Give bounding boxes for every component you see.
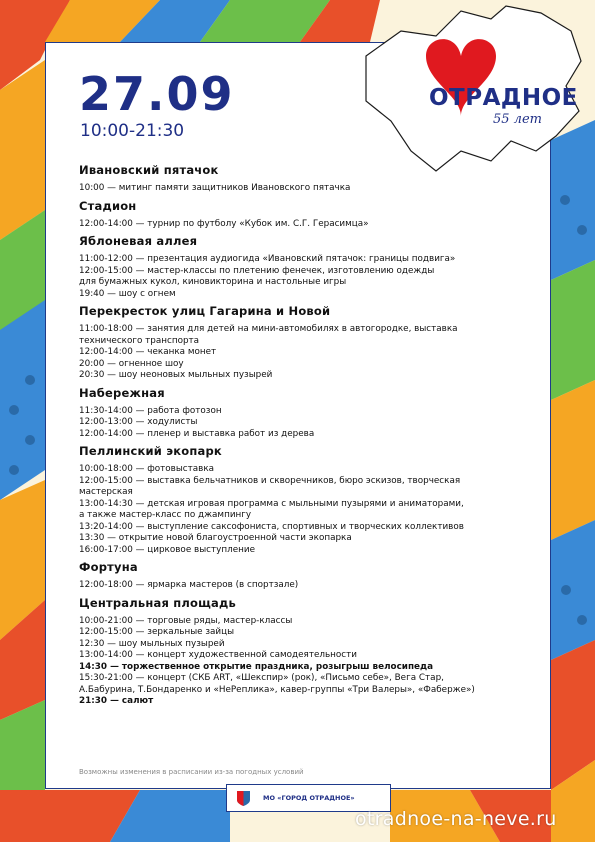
- section-title: Яблоневая аллея: [79, 234, 198, 248]
- schedule-section: [79, 596, 519, 708]
- section-title: Центральная площадь: [79, 595, 236, 610]
- schedule-section: [79, 444, 519, 556]
- schedule-item: 12:00-18:00 — ярмарка мастеров (в спортзале): [79, 580, 299, 590]
- schedule-item: 12:00-14:00 — пленер и выставка работ из дерева: [79, 428, 315, 439]
- schedule-item: 21:30 — салют: [79, 696, 154, 706]
- schedule-item: 13:20-14:00 — выступление саксофониста, спортивных и творческих коллективов: [79, 521, 464, 532]
- schedule-item: 14:30 — торжественное открытие праздника, розыгрыш велосипеда: [79, 661, 434, 672]
- schedule-item: 13:00-14:00 — концерт художественной самодеятельности: [79, 650, 357, 660]
- schedule-item: 13:30 — открытие новой благоустроенной части экопарка: [79, 533, 352, 543]
- schedule-item: 12:00-15:00 — мастер-классы по плетению фенечек, изготовлению одежды: [79, 265, 435, 276]
- section-title: Ивановский пятачок: [79, 163, 219, 177]
- schedule-item: 12:00-15:00 — зеркальные зайцы: [79, 627, 235, 637]
- schedule-card: [45, 42, 578, 789]
- schedule-item: 10:00 — митинг памяти защитников Ивановского пятачка: [79, 183, 351, 193]
- schedule-item: 10:00-18:00 — фотовыставка: [79, 464, 215, 474]
- schedule-item: 11:00-12:00 — презентация аудиогида «Ивановский пятачок: границы подвига»: [79, 254, 456, 264]
- schedule-item: 16:00-17:00 — цирковое выступление: [79, 544, 255, 555]
- weather-note: Возможны изменения в расписании из-за погодных условий: [79, 768, 304, 776]
- schedule-item: А.Бабурина, Т.Бондаренко и «НеРеплика», кавер-группы «Три Валеры», «Фаберже»): [79, 684, 475, 695]
- schedule-item: 15:30-21:00 — концерт (СКБ ART, «Шекспир» (рок), «Письмо себе», Вега Стар,: [79, 673, 444, 683]
- site-watermark: otradnoe-na-neve.ru: [355, 808, 557, 830]
- event-time: 10:00-21:30: [80, 121, 185, 141]
- schedule-item: 10:00-21:00 — торговые ряды, мастер-классы: [79, 615, 293, 626]
- schedule-item: 20:00 — огненное шоу: [79, 358, 184, 369]
- schedule-item: 19:40 — шоу с огнем: [79, 288, 176, 299]
- schedule-item: а также мастер-класс по джампингу: [79, 510, 252, 520]
- schedule-section: [79, 560, 519, 592]
- schedule-list: [79, 163, 519, 712]
- schedule-item: 12:30 — шоу мыльных пузырей: [79, 638, 225, 649]
- logo-anniversary: 55 лет: [493, 112, 542, 127]
- section-title: Набережная: [79, 385, 165, 400]
- schedule-item: технического транспорта: [79, 335, 200, 346]
- schedule-section: [79, 234, 519, 300]
- schedule-section: [79, 304, 519, 382]
- section-title: Стадион: [79, 198, 137, 213]
- schedule-item: 20:30 — шоу неоновых мыльных пузырей: [79, 370, 273, 380]
- schedule-item: мастерская: [79, 487, 133, 497]
- section-title: Пеллинский экопарк: [79, 444, 222, 458]
- schedule-item: 12:00-15:00 — выставка бельчатников и скворечников, бюро эскизов, творческая: [79, 475, 461, 486]
- schedule-section: [79, 163, 519, 195]
- schedule-section: [79, 386, 519, 441]
- event-date: 27.09: [79, 67, 235, 121]
- schedule-section: [79, 199, 519, 231]
- schedule-item: 12:00-14:00 — турнир по футболу «Кубок им. С.Г. Герасимца»: [79, 218, 369, 229]
- coat-of-arms-icon: [237, 791, 250, 806]
- section-title: Фортуна: [79, 560, 138, 574]
- schedule-item: 12:00-14:00 — чеканка монет: [79, 347, 217, 357]
- section-title: Перекресток улиц Гагарина и Новой: [79, 304, 331, 318]
- schedule-item: 13:00-14:30 — детская игровая программа с мыльными пузырями и аниматорами,: [79, 498, 464, 509]
- schedule-item: 11:00-18:00 — занятия для детей на мини-автомобилях в автогородке, выставка: [79, 324, 458, 334]
- logo-text: ОТРАДНОЕ: [429, 85, 578, 111]
- schedule-item: 11:30-14:00 — работа фотозон: [79, 405, 222, 416]
- schedule-item: 12:00-13:00 — ходулисты: [79, 417, 198, 427]
- footer-text: МО «ГОРОД ОТРАДНОЕ»: [263, 794, 355, 802]
- schedule-item: для бумажных кукол, киновикторина и настольные игры: [79, 277, 347, 287]
